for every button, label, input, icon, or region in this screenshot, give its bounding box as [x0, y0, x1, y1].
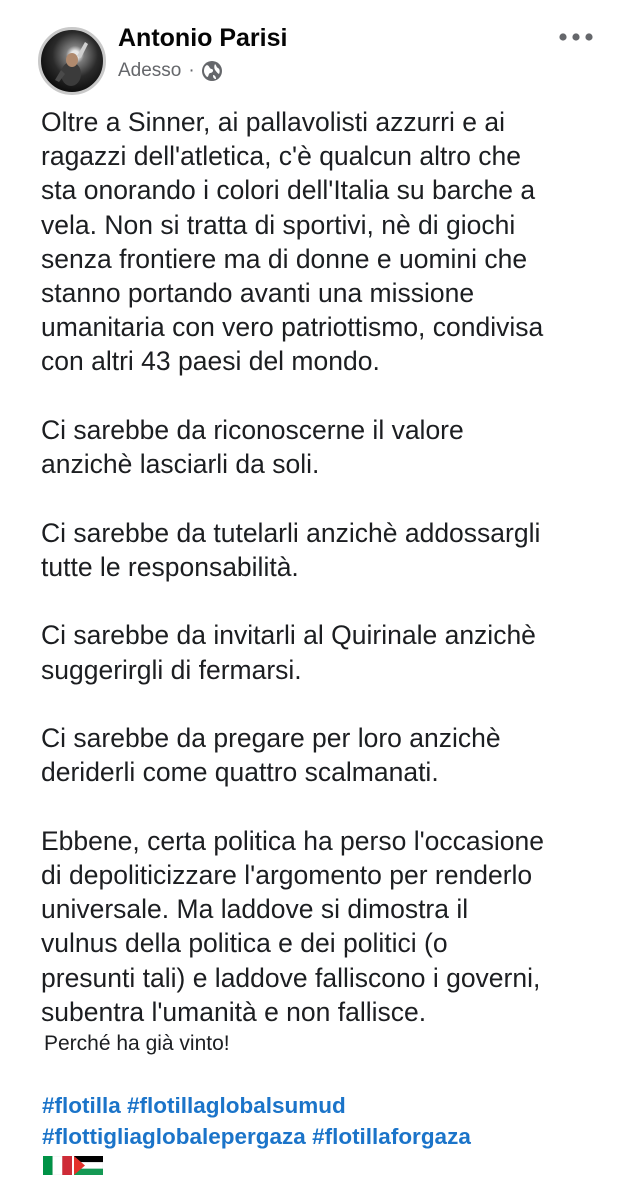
- post-body: [41, 105, 601, 1063]
- flag-emojis: [43, 1156, 103, 1176]
- post-paragraph: Ci sarebbe da pregare per loro anzichè deriderli come quattro scalmanati.: [41, 723, 501, 788]
- italy-flag-icon: [43, 1156, 72, 1175]
- post-meta: [118, 60, 223, 82]
- globe-icon[interactable]: [201, 60, 223, 82]
- hashtag-link[interactable]: #flotilla: [42, 1093, 121, 1118]
- post-paragraph: Ebbene, certa politica ha perso l'occasione di depoliticizzare l'argomento per renderlo universale. Ma laddove si dimostra il vulnus della politica e dei politici (o presunti tali) e laddove falliscono i governi, subentra l'umanità e non fallisce.: [41, 825, 544, 1027]
- post-timestamp[interactable]: Adesso: [118, 60, 182, 81]
- meta-separator: ·: [188, 60, 195, 81]
- post-paragraph: Ci sarebbe da riconoscerne il valore anzichè lasciarli da soli.: [41, 414, 464, 480]
- palestine-flag-icon: [74, 1156, 103, 1175]
- hashtag-link[interactable]: #flotillaglobalsumud: [127, 1093, 346, 1118]
- author-avatar[interactable]: [38, 27, 106, 95]
- post-paragraph: Ci sarebbe da tutelarli anzichè addossargli tutte le responsabilità.: [41, 517, 541, 582]
- post-paragraph: Ci sarebbe da invitarli al Quirinale anzichè suggerirgli di fermarsi.: [41, 620, 536, 685]
- avatar-photo: [41, 30, 103, 92]
- post-paragraph: Oltre a Sinner, ai pallavolisti azzurri e ai ragazzi dell'atletica, c'è qualcun altro che sta onorando i colori dell'Italia su barche a vela. Non si tratta di sportivi, nè di giochi senza frontiere ma di donne e uomini che stanno portando avanti una missione umanitaria con vero patriottismo, condivisa con altri 43 paesi del mondo.: [41, 107, 544, 377]
- more-horizontal-icon[interactable]: [556, 30, 596, 44]
- hashtag-link[interactable]: #flottigliaglobalepergaza: [42, 1124, 306, 1149]
- author-name[interactable]: Antonio Parisi: [118, 24, 288, 52]
- hashtag-link[interactable]: #flotillaforgaza: [312, 1124, 471, 1149]
- post-closing-line: Perché ha già vinto!: [44, 1032, 230, 1055]
- hashtag-list: [42, 1090, 602, 1152]
- post-header: [0, 0, 621, 100]
